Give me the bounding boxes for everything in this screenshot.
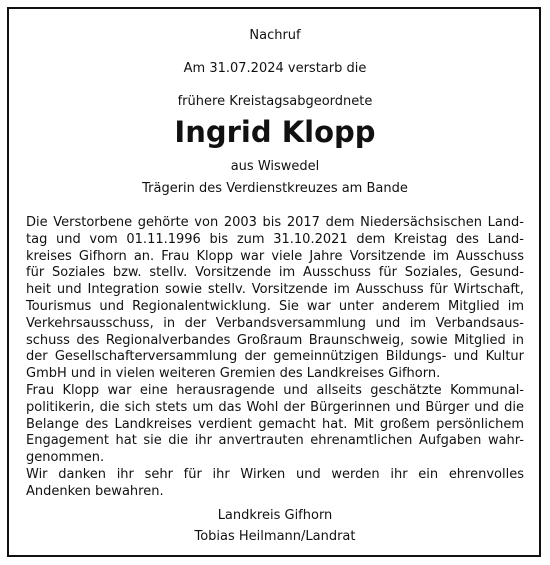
text-line: Wir danken ihr sehr für ihr Wirken und werden ihr ein ehrenvolles	[26, 467, 524, 482]
text-line: politikerin, die sich stets um das Wohl der Bürgerinnen und Bürger und die	[26, 399, 524, 415]
text-line: Tourismus und Regionalentwicklung. Sie war unter anderem Mitglied im	[26, 298, 524, 314]
text-line: Die Verstorbene gehörte von 2003 bis 2017 dem Niedersächsischen Land-	[26, 215, 524, 230]
text-line: Andenken bewahren.	[26, 483, 164, 499]
deceased-name: Ingrid Klopp	[174, 115, 376, 149]
text-line: genommen.	[26, 450, 105, 466]
text-line: Frau Klopp war eine herausragende und allseits geschätzte Kommunal-	[26, 383, 524, 398]
text-line: tag und vom 01.11.1996 bis zum 31.10.2021 dem Kreistag des Land-	[26, 231, 524, 247]
paragraph-thanks	[26, 467, 524, 501]
text-line: kreises Gifhorn an. Frau Klopp war viele Jahre Vorsitzende im Ausschuss	[26, 248, 524, 264]
text-line: Verkehrsausschuss, in der Verbandsversammlung und im Verbandsaus-	[26, 315, 524, 331]
honor-line: Trägerin des Verdienstkreuzes am Bande	[142, 181, 408, 196]
death-date-line: Am 31.07.2024 verstarb die	[183, 61, 367, 76]
former-role: frühere Kreistagsabgeordnete	[177, 94, 373, 109]
obituary-label: Nachruf	[249, 28, 301, 43]
text-line: GmbH und in vielen weiteren Gremien des Landkreises Gifhorn.	[26, 366, 441, 382]
origin-line: aus Wiswedel	[230, 159, 320, 174]
paragraph-career	[26, 215, 524, 383]
signatory-name: Tobias Heilmann/Landrat	[194, 529, 356, 544]
text-line: der Gesellschafterversammlung der gemeinnützigen Bildungs- und Kultur	[26, 349, 524, 365]
paragraph-tribute	[26, 383, 524, 467]
text-line: schuss des Regionalverbandes Großraum Braunschweig, sowie Mitglied in	[26, 332, 524, 348]
text-line: Belange des Landkreises verdient gemacht hat. Mit großem persönlichem	[26, 416, 524, 432]
text-line: für Soziales bzw. stellv. Vorsitzende im Ausschuss für Soziales, Gesund-	[26, 265, 524, 281]
text-line: Engagement hat sie die ihr anvertrauten ehrenamtlichen Aufgaben wahr-	[26, 433, 524, 449]
organization-name: Landkreis Gifhorn	[217, 508, 333, 523]
text-line: heit und Integration sowie stellv. Vorsitzende im Ausschuss für Wirtschaft,	[26, 282, 524, 298]
